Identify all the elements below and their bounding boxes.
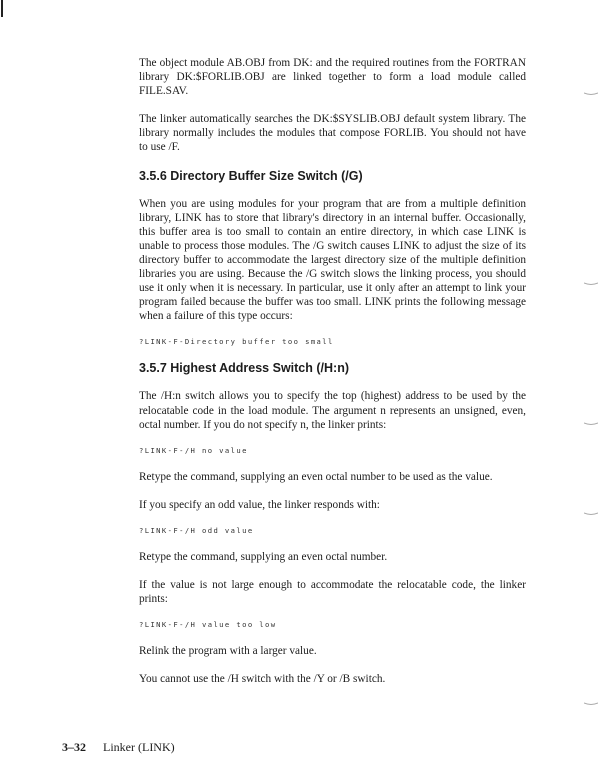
margin-mark: [584, 90, 598, 96]
paragraph-object-module: The object module AB.OBJ from DK: and the required routines from the FORTRAN library DK:$FORLIB.OBJ are linked together to form a load module called FILE.SAV.: [139, 57, 526, 98]
paragraph-value-too-low: If the value is not large enough to accommodate the relocatable code, the linker prints:: [139, 578, 526, 606]
paragraph-odd-value: If you specify an odd value, the linker responds with:: [139, 498, 380, 511]
binding-edge-mark: [1, 0, 3, 17]
message-directory-buffer: ?LINK-F-Directory buffer too small: [139, 337, 334, 347]
heading-highest-address-switch: 3.5.7 Highest Address Switch (/H:n): [139, 361, 349, 376]
paragraph-syslib: The linker automatically searches the DK:$SYSLIB.OBJ default system library. The library normally includes the modules that compose FORLIB. You should not have to use /F.: [139, 113, 526, 154]
margin-mark: [584, 280, 598, 286]
page-body: [139, 56, 526, 700]
page-number: 3–32: [62, 740, 86, 754]
paragraph-restriction: You cannot use the /H switch with the /Y or /B switch.: [139, 673, 386, 686]
page-footer: [62, 740, 175, 754]
message-value-too-low: ?LINK-F-/H value too low: [139, 620, 277, 630]
margin-mark: [584, 700, 598, 706]
paragraph-relink: Relink the program with a larger value.: [139, 645, 317, 658]
message-odd-value: ?LINK-F-/H odd value: [139, 525, 254, 535]
paragraph-directory-buffer: When you are using modules for your program that are from a multiple definition library, LINK has to store that library's directory in an internal buffer. Occasionally, this buffer area is too small to contain an entire directory, in which case LINK is unable to process those modules. The /G switch causes LINK to adjust the size of its directory buffer to accommodate the largest directory size of the multiple definition libraries you are using. Because the /G switch slows the linking process, you should use it only when it is necessary. In particular, use it only after an attempt to link your program failed because the buffer was too small. LINK prints the following message when a failure of this type occurs:: [139, 197, 526, 323]
margin-mark: [584, 510, 598, 516]
message-no-value: ?LINK-F-/H no value: [139, 445, 248, 455]
paragraph-retype: Retype the command, supplying an even octal number.: [139, 550, 388, 563]
paragraph-highest-address: The /H:n switch allows you to specify the top (highest) address to be used by the relocatable code in the load module. The argument n represents an unsigned, even, octal number. If you do not specify n, the linker prints:: [139, 390, 526, 431]
paragraph-retype-even: Retype the command, supplying an even octal number to be used as the value.: [139, 470, 493, 483]
margin-mark: [584, 420, 598, 426]
footer-section-title: Linker (LINK): [103, 740, 175, 754]
heading-directory-buffer-switch: 3.5.6 Directory Buffer Size Switch (/G): [139, 168, 363, 183]
